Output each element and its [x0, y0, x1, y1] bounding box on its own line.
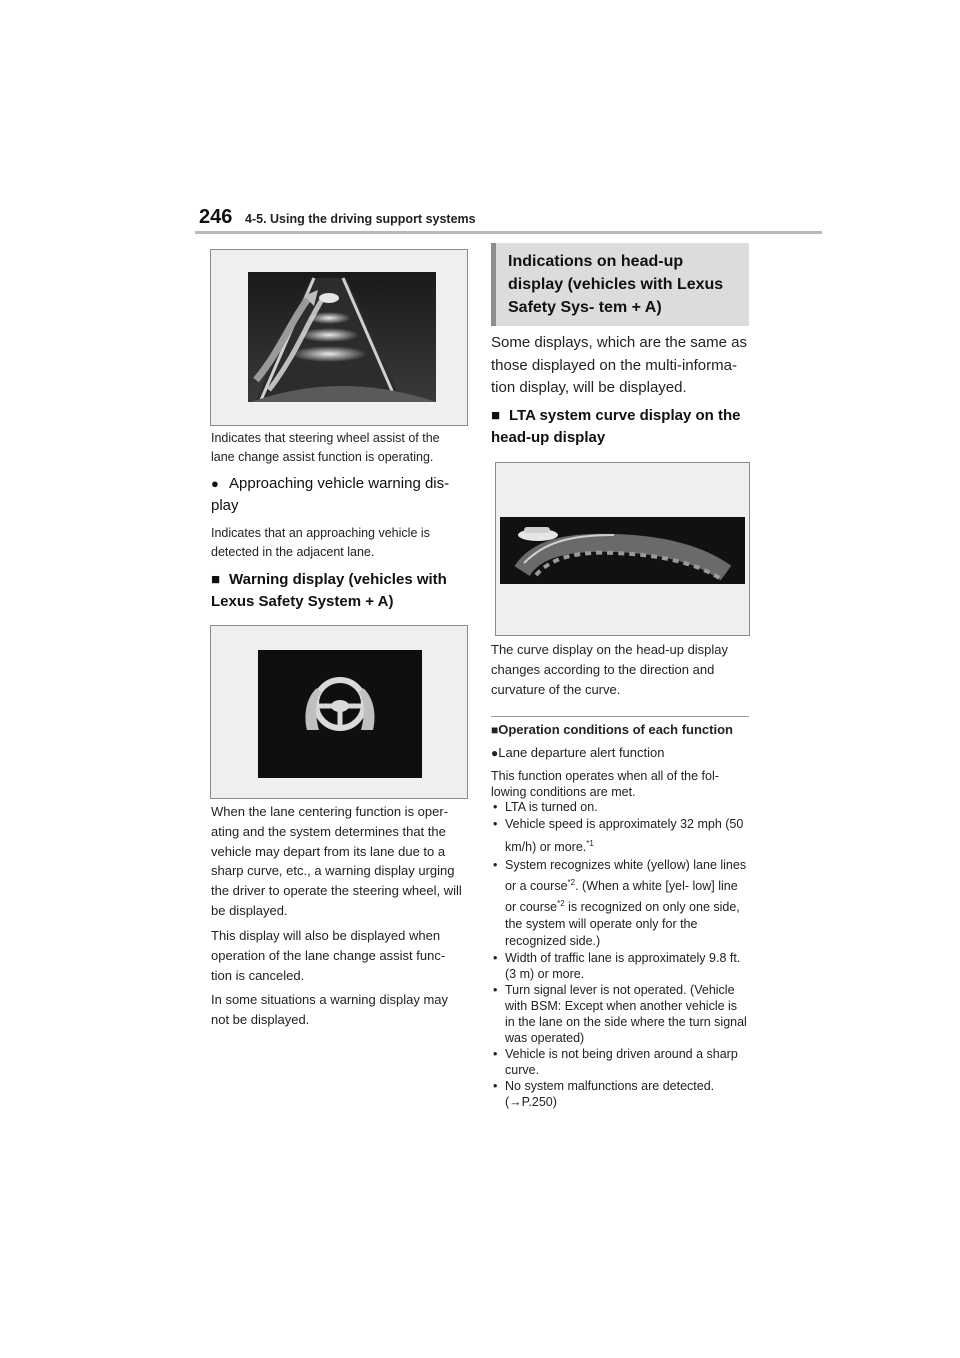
- approaching-vehicle-heading: [211, 473, 467, 517]
- list-bullet: •: [493, 1047, 498, 1062]
- square-bullet: ■: [211, 571, 221, 588]
- condition-text-6: Vehicle is not being driven around a sharp curve.: [505, 1047, 738, 1078]
- list-bullet: •: [493, 858, 498, 873]
- warning-paragraph-3: In some situations a warning display may not be displayed.: [211, 992, 449, 1027]
- bullet-dot: ●: [211, 476, 219, 491]
- warning-paragraph-1: When the lane centering function is oper- ating and the system determines that the vehicle may depart from its lane due to a sharp curve, etc., a warning display urging the driver to operate the steering wheel, will be displayed.: [211, 804, 462, 918]
- square-bullet: ■: [491, 407, 501, 424]
- condition-text-5: Turn signal lever is not operated. (Vehicle with BSM: Except when another vehicle is in the lane on the side where the turn signal was operated): [505, 983, 747, 1046]
- list-bullet: •: [493, 1079, 498, 1094]
- curve-display-figure: [495, 462, 750, 636]
- condition-text-3a: System recognizes white (yellow) lane lines or a course: [505, 858, 747, 894]
- list-bullet: •: [493, 951, 498, 966]
- operation-conditions-heading: [491, 721, 751, 739]
- bullet-dot: ●: [491, 746, 499, 760]
- steering-wheel-warning-illustration: [211, 626, 467, 798]
- condition-text-4: Width of traffic lane is approximately 9.8 ft. (3 m) or more.: [505, 951, 741, 982]
- footnote-2b: *2: [557, 899, 565, 909]
- lane-departure-intro: This function operates when all of the fol- lowing conditions are met.: [491, 769, 719, 799]
- condition-item-4: [491, 950, 749, 982]
- curve-display-illustration: [496, 463, 749, 635]
- operation-conditions-text: Operation conditions of each function: [498, 722, 733, 737]
- footnote-2a: *2: [567, 878, 576, 888]
- approaching-vehicle-text: Indicates that an approaching vehicle is detected in the adjacent lane.: [211, 526, 430, 559]
- condition-item-5: [491, 982, 749, 1046]
- lane-change-assist-illustration: [211, 250, 467, 425]
- square-bullet: ■: [491, 723, 499, 737]
- conditions-list: [491, 799, 749, 1110]
- hud-intro-text: Some displays, which are the same as those displayed on the multi-informa- tion display, will be displayed.: [491, 334, 747, 396]
- list-bullet: •: [493, 983, 498, 998]
- condition-item-2: [491, 815, 749, 857]
- lane-departure-heading-text: Lane departure alert function: [498, 745, 665, 760]
- page-reference-link[interactable]: (→P.250): [505, 1095, 557, 1110]
- lta-curve-heading-text: LTA system curve display on the head-up display: [491, 407, 741, 446]
- condition-item-6: [491, 1046, 749, 1078]
- condition-text-2: Vehicle speed is approximately 32 mph (50 km/h) or more.: [505, 817, 744, 855]
- curve-caption: The curve display on the head-up display changes according to the direction and curvature of the curve.: [491, 642, 729, 697]
- condition-text-1: LTA is turned on.: [505, 800, 598, 814]
- condition-item-3: [491, 857, 749, 950]
- list-bullet: •: [493, 817, 498, 831]
- condition-text-3c: is recognized on only one side, the system will operate only for the recognized side.): [505, 900, 740, 949]
- warning-paragraph-2: This display will also be displayed when operation of the lane change assist func- tion is canceled.: [211, 928, 446, 983]
- warning-heading-text: Warning display (vehicles with Lexus Safety System + A): [211, 571, 447, 610]
- footnote-1: *1: [586, 839, 594, 848]
- lane-departure-heading: [491, 744, 751, 762]
- warning-display-heading: [211, 569, 461, 613]
- page-number: 246: [199, 206, 233, 228]
- figure1-caption: Indicates that steering wheel assist of the lane change assist function is operating.: [211, 431, 440, 464]
- lta-curve-heading: [491, 405, 749, 449]
- condition-text-7: No system malfunctions are detected.: [505, 1079, 715, 1094]
- warning-display-figure: [210, 625, 468, 799]
- note-divider: [491, 716, 749, 717]
- hud-indications-title: Indications on head-up display (vehicles with Lexus Safety Sys- tem + A): [508, 253, 724, 316]
- lane-change-assist-figure: [210, 249, 468, 426]
- condition-item-1: [491, 799, 749, 815]
- hud-indications-box: [491, 243, 749, 326]
- header-rule: [195, 231, 822, 234]
- condition-text-3b: . (When a white [yel- low] line or course: [505, 879, 738, 915]
- approaching-vehicle-heading-text: Approaching vehicle warning dis- play: [211, 475, 450, 514]
- section-title: 4-5. Using the driving support systems: [245, 212, 476, 226]
- list-bullet: •: [493, 800, 498, 814]
- condition-item-7: [491, 1078, 749, 1110]
